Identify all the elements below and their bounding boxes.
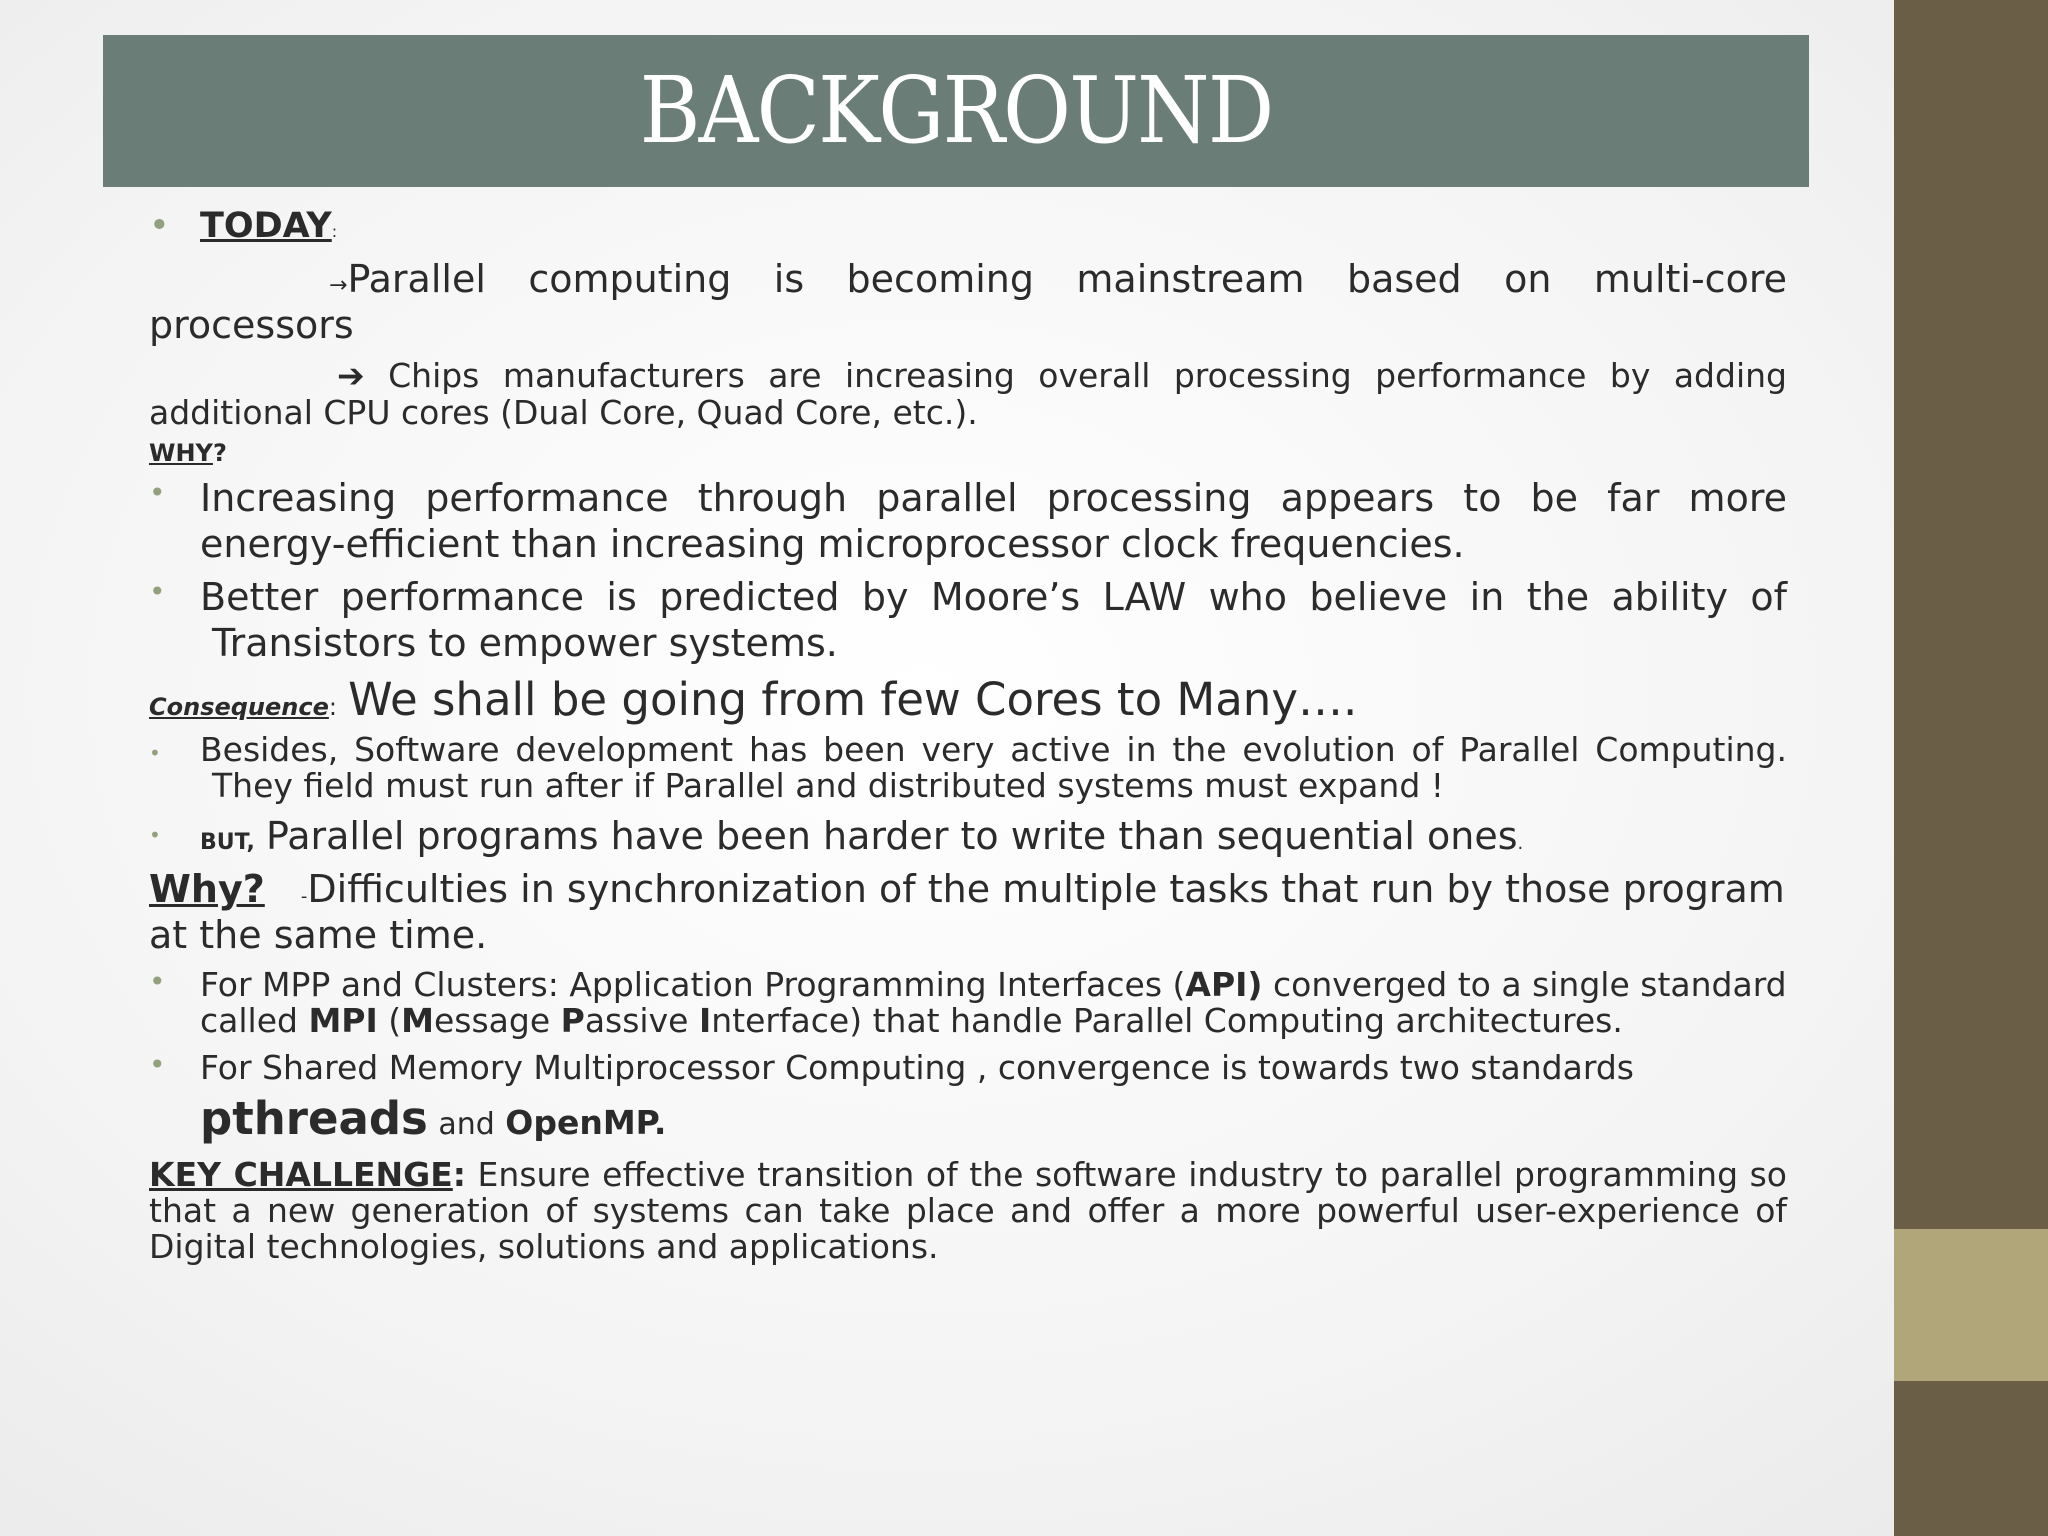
shared-memory-bullet: • For Shared Memory Multiprocessor Computing , convergence is towards two standards pthreads and OpenMP. bbox=[149, 1048, 1634, 1146]
consequence-label: Consequence bbox=[149, 692, 329, 721]
why-bullet-1: • Increasing performance through parallel processing appears to be far more energy-efficient than increasing microprocessor clock frequencies. bbox=[149, 476, 1787, 566]
consequence-text: We shall be going from few Cores to Many…. bbox=[348, 672, 1358, 726]
bullet-dot: • bbox=[149, 575, 166, 609]
bullet-dot: • bbox=[149, 964, 166, 998]
openmp-label: OpenMP. bbox=[505, 1103, 667, 1143]
slide-content bbox=[149, 205, 1787, 1273]
besides-bullet: • Besides, Software development has been very active in the evolution of Parallel Computing. They field must run after if Parallel and distributed systems must expand ! bbox=[149, 730, 1787, 806]
arrow-icon: ➔ bbox=[337, 356, 365, 396]
key-challenge-label: KEY CHALLENGE bbox=[149, 1154, 453, 1194]
bullet-dot: • bbox=[149, 822, 161, 847]
mpp-bullet: • For MPP and Clusters: Application Programming Interfaces (API) converged to a single standard called MPI (Message Passive Interface) that handle Parallel Computing architectures. bbox=[149, 964, 1787, 1040]
bullet-dot: • bbox=[149, 476, 166, 510]
today-row bbox=[149, 205, 1787, 248]
title-band bbox=[103, 35, 1809, 187]
why-line-2: Why? -Difficulties in synchronization of the multiple tasks that run by those program at the same time. bbox=[149, 867, 1785, 958]
why-label-2: Why? bbox=[149, 867, 265, 912]
but-bullet: • BUT, Parallel programs have been harder to write than sequential ones. bbox=[149, 813, 1524, 858]
bullet-dot: • bbox=[149, 1048, 166, 1082]
pthreads-label: pthreads bbox=[200, 1092, 428, 1146]
but-label: BUT, bbox=[200, 829, 255, 855]
today-point-2: ➔ Chips manufacturers are increasing overall processing performance by adding additional CPU cores (Dual Core, Quad Core, etc.). bbox=[149, 356, 1787, 432]
why-heading: WHY? bbox=[149, 439, 227, 467]
arrow-icon: → bbox=[329, 272, 348, 298]
consequence-line: Consequence: We shall be going from few Cores to Many…. bbox=[149, 672, 1358, 726]
side-accent-block bbox=[1894, 1229, 2048, 1381]
today-label: TODAY bbox=[200, 206, 332, 246]
bullet-dot: • bbox=[149, 741, 161, 766]
slide-title: BACKGROUND bbox=[639, 57, 1273, 164]
today-colon: : bbox=[331, 222, 338, 241]
today-point-1: →Parallel computing is becoming mainstream based on multi-core processors bbox=[149, 256, 1787, 348]
key-challenge: KEY CHALLENGE: Ensure effective transition of the software industry to parallel programming so that a new generation of systems can take place and offer a more powerful user-experience of Digital technologies, solutions and applications. bbox=[149, 1154, 1787, 1267]
bullet-dot: • bbox=[149, 206, 170, 246]
why-bullet-2: • Better performance is predicted by Moore’s LAW who believe in the ability of Transistors to empower systems. bbox=[149, 575, 1787, 666]
